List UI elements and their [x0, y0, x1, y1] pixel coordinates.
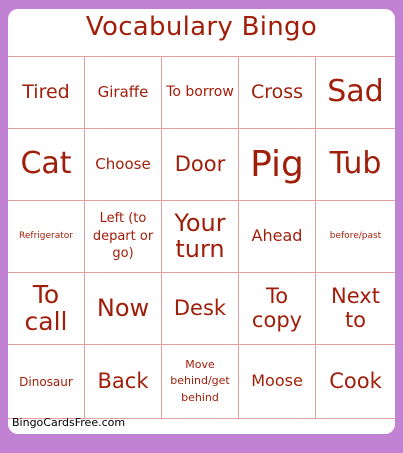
bingo-cell-r2-c1[interactable]: Cat: [8, 129, 85, 201]
bingo-cell-r4-c2[interactable]: Now: [85, 273, 162, 345]
bingo-cell-r2-c5[interactable]: Tub: [316, 129, 395, 201]
bingo-cell-r4-c5[interactable]: Next to: [316, 273, 395, 345]
bingo-cell-r2-c3[interactable]: Door: [162, 129, 239, 201]
bingo-cell-r3-c5[interactable]: before/past: [316, 201, 395, 273]
bingo-cell-r4-c3[interactable]: Desk: [162, 273, 239, 345]
card-title: Vocabulary Bingo: [85, 12, 318, 42]
bingo-cell-r3-c3[interactable]: Your turn: [162, 201, 239, 273]
bingo-cell-r5-c5[interactable]: Cook: [316, 345, 395, 419]
bingo-cell-r5-c1[interactable]: Dinosaur: [8, 345, 85, 419]
bingo-cell-r2-c4[interactable]: Pig: [239, 129, 316, 201]
bingo-cell-r1-c5[interactable]: Sad: [316, 57, 395, 129]
bingo-cell-r2-c2[interactable]: Choose: [85, 129, 162, 201]
bingo-cell-r5-c3[interactable]: Move behind/get behind: [162, 345, 239, 419]
bingo-cell-r3-c2[interactable]: Left (to depart or go): [85, 201, 162, 273]
bingo-cell-r1-c1[interactable]: Tired: [8, 57, 85, 129]
bingo-cell-r1-c4[interactable]: Cross: [239, 57, 316, 129]
bingo-cell-r3-c1[interactable]: Refrigerator: [8, 201, 85, 273]
bingo-grid: [8, 56, 395, 418]
bingo-cell-r4-c1[interactable]: To call: [8, 273, 85, 345]
site-credit: BingoCardsFree.com: [12, 416, 126, 429]
bingo-cell-r1-c2[interactable]: Giraffe: [85, 57, 162, 129]
bingo-cell-r3-c4[interactable]: Ahead: [239, 201, 316, 273]
bingo-cell-r5-c4[interactable]: Moose: [239, 345, 316, 419]
bingo-cell-r4-c4[interactable]: To copy: [239, 273, 316, 345]
bingo-cell-r5-c2[interactable]: Back: [85, 345, 162, 419]
bingo-cell-r1-c3[interactable]: To borrow: [162, 57, 239, 129]
bingo-card: [8, 9, 395, 434]
